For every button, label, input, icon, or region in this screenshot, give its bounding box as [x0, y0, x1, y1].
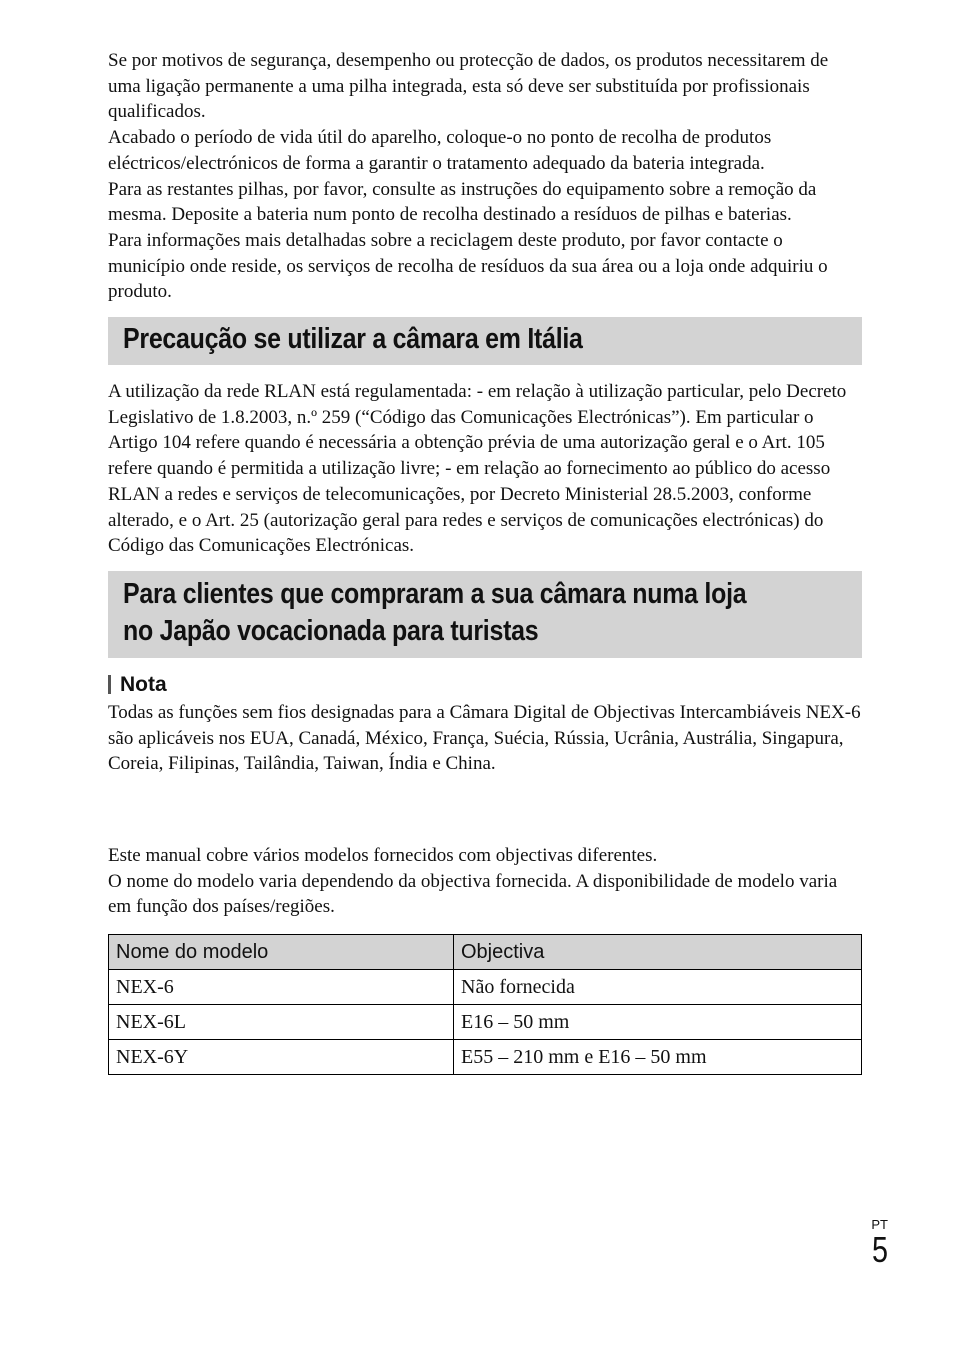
section-heading-italy	[108, 317, 862, 365]
table-row	[109, 1040, 862, 1075]
table-cell-model: NEX-6Y	[109, 1040, 454, 1075]
intro-paragraph-2: Acabado o período de vida útil do aparelho, coloque-o no ponto de recolha de produtos eléctricos/electrónicos de forma a garantir o tratamento adequado da bateria integrada.	[108, 127, 772, 174]
page-language: PT	[871, 1217, 888, 1232]
table-cell-lens: E55 – 210 mm e E16 – 50 mm	[454, 1040, 862, 1075]
note-paragraph: Todas as funções sem fios designadas para a Câmara Digital de Objectivas Intercambiáveis NEX-6 são aplicáveis nos EUA, Canadá, México, França, Suécia, Rússia, Ucrânia, Austrália, Singapura, Coreia, Filipinas, Tailândia, Taiwan, Índia e China.	[108, 701, 861, 775]
table-cell-model: NEX-6	[109, 970, 454, 1005]
table-cell-lens: E16 – 50 mm	[454, 1005, 862, 1040]
note-label: Nota	[120, 672, 167, 696]
models-intro-2: O nome do modelo varia dependendo da objectiva fornecida. A disponibilidade de modelo varia em função dos países/regiões.	[108, 870, 838, 918]
spacer	[108, 777, 862, 843]
models-intro-1: Este manual cobre vários modelos fornecidos com objectivas diferentes.	[108, 845, 658, 867]
note-marker-icon	[108, 675, 111, 694]
table-cell-lens: Não fornecida	[454, 970, 862, 1005]
page-content	[108, 48, 862, 1075]
table-row	[109, 1005, 862, 1040]
page-number: 5	[871, 1229, 888, 1270]
section-heading-japan-line2: no Japão vocacionada para turistas	[123, 614, 539, 647]
table-header-model: Nome do modelo	[109, 935, 454, 970]
intro-paragraph-1: Se por motivos de segurança, desempenho ou protecção de dados, os produtos necessitarem de uma ligação permanente a uma pilha integrada, esta só deve ser substituída por profissionais qualificados.	[108, 50, 829, 123]
models-table	[108, 934, 862, 1075]
table-cell-model: NEX-6L	[109, 1005, 454, 1040]
table-header-row	[109, 935, 862, 970]
italy-paragraph: A utilização da rede RLAN está regulamentada: - em relação à utilização particular, pelo Decreto Legislativo de 1.8.2003, n.º 259 (“Código das Comunicações Electrónicas”). Em particular o Artigo 104 refere quando é necessária a obtenção prévia de uma autorização geral e o Art. 105 refere quando é permitida a utilização livre; - em relação ao fornecimento ao público do acesso RLAN a redes e serviços de telecomunicações, por Decreto Ministerial 28.5.2003, conforme alterado, e o Art. 25 (autorização geral para redes e serviços de comunicações electrónicas) do Código das Comunicações Electrónicas.	[108, 381, 847, 557]
table-header-lens: Objectiva	[454, 935, 862, 970]
section-heading-japan-line1: Para clientes que compraram a sua câmara numa loja	[123, 577, 747, 610]
page-marker	[868, 1218, 888, 1268]
section-heading-japan	[108, 571, 862, 658]
intro-paragraph-3: Para as restantes pilhas, por favor, consulte as instruções do equipamento sobre a remoção da mesma. Deposite a bateria num ponto de recolha destinado a resíduos de pilhas e baterias.	[108, 178, 817, 226]
intro-paragraph-4: Para informações mais detalhadas sobre a reciclagem deste produto, por favor contacte o município onde reside, os serviços de recolha de resíduos da sua área ou a loja onde adquiriu o produto.	[108, 229, 828, 303]
note-heading	[108, 672, 862, 698]
section-heading-italy-text: Precaução se utilizar a câmara em Itália	[123, 323, 583, 356]
table-row	[109, 970, 862, 1005]
